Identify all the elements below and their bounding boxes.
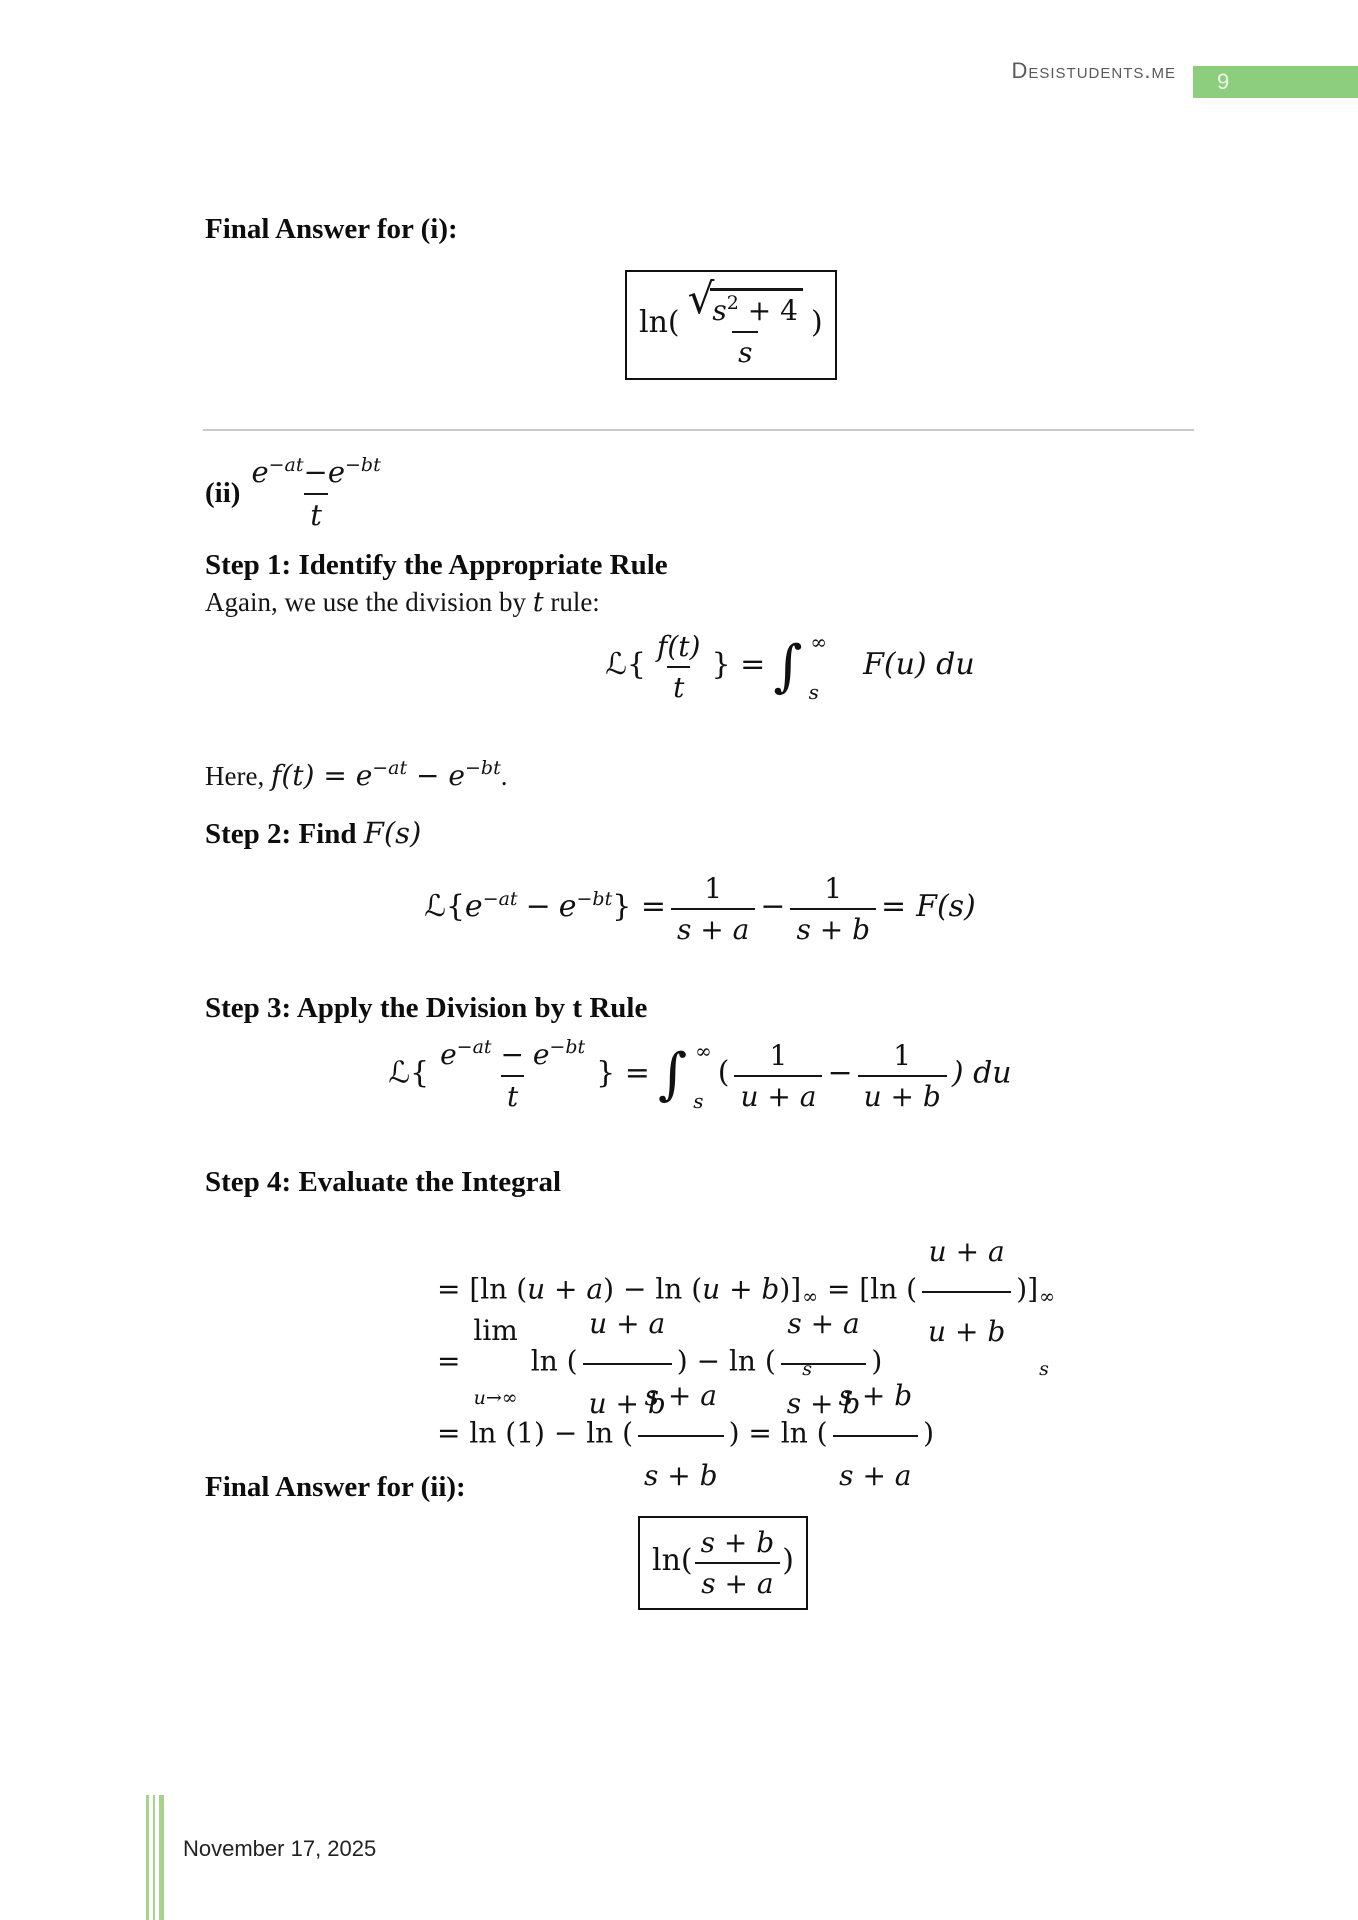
math-token: e	[327, 455, 345, 489]
footer-accent-line	[146, 1795, 149, 1920]
math-exponent: −bt	[344, 454, 381, 476]
math-token: =	[437, 1416, 470, 1450]
laplace-operator: ℒ{	[605, 646, 646, 682]
fraction-denominator: s + a	[671, 908, 755, 946]
math-token: ) du	[951, 1055, 1012, 1091]
math-token: =	[881, 888, 907, 924]
math-token: f(t) = e	[270, 759, 373, 792]
fraction	[638, 1360, 724, 1512]
fraction-denominator: t	[501, 1075, 524, 1113]
math-token: F(s)	[916, 888, 976, 924]
equation-line-3	[437, 1360, 1055, 1492]
fraction-numerator: s + a	[787, 1307, 860, 1340]
math-token: F(u) du	[863, 646, 975, 682]
heading-step-1: Step 1: Identify the Appropriate Rule	[205, 549, 668, 581]
heading-final-answer-i: Final Answer for (i):	[205, 213, 458, 245]
boxed-answer-i	[625, 270, 837, 380]
math-exponent: −bt	[576, 887, 613, 910]
fraction-denominator: s + b	[781, 1363, 867, 1440]
section-divider	[203, 429, 1194, 431]
eval-limits	[1039, 1261, 1055, 1380]
limit-lower: s	[808, 680, 819, 704]
math-exponent: −at	[268, 454, 304, 476]
limit-upper: ∞	[1039, 1286, 1055, 1308]
math-token: e	[440, 1038, 457, 1071]
page-number-badge	[1193, 66, 1358, 98]
formula-apply-rule	[205, 1038, 1195, 1113]
math-token: −	[303, 455, 328, 489]
math-exponent: −at	[482, 887, 518, 910]
math-token: )	[871, 1344, 883, 1378]
math-token: e	[558, 888, 577, 924]
here-line	[205, 758, 507, 794]
math-token: ln (	[780, 1416, 828, 1450]
limit-lower: s	[693, 1088, 704, 1113]
laplace-operator: ℒ{	[388, 1055, 430, 1091]
fraction	[671, 872, 755, 946]
math-token: ln (	[870, 1272, 918, 1306]
math-token: ln	[655, 1272, 692, 1306]
limit-upper: ∞	[810, 630, 828, 654]
math-exponent: 2	[726, 292, 739, 314]
math-token: e	[464, 888, 483, 924]
fraction	[651, 630, 706, 704]
evaluation-lines	[437, 1216, 1055, 1492]
heading-final-answer-ii: Final Answer for (ii):	[205, 1471, 466, 1503]
text: .	[500, 761, 508, 791]
math-token: ln (1) − ln (	[469, 1416, 633, 1450]
fraction-numerator: u + a	[928, 1235, 1005, 1268]
fraction	[695, 1526, 781, 1600]
radical	[687, 274, 803, 328]
limit-lower: s	[802, 1358, 812, 1380]
fraction-numerator: s + a	[644, 1379, 717, 1412]
fraction	[245, 455, 386, 532]
math-token: s	[712, 294, 727, 327]
math-token: + 4	[738, 294, 798, 327]
fraction-denominator: u + b	[922, 1291, 1011, 1368]
lim-word: lim	[473, 1313, 518, 1347]
fraction-numerator: s + b	[700, 1526, 775, 1559]
integral-sign: ∫	[657, 1042, 688, 1108]
footer-date: November 17, 2025	[183, 1836, 377, 1861]
fraction-denominator: s + a	[695, 1562, 779, 1600]
math-token: u + b	[702, 1272, 780, 1306]
fraction-numerator: 1	[704, 872, 723, 905]
text: rule:	[543, 587, 600, 617]
math-token: ) −	[676, 1344, 729, 1378]
math-token: e	[448, 759, 465, 792]
text: Again, we use the division by	[205, 587, 533, 617]
integral-sign: ∫	[773, 633, 803, 699]
math-token: = [	[437, 1272, 481, 1306]
fraction-numerator: s + b	[838, 1379, 913, 1412]
math-token: } =	[612, 888, 666, 924]
fraction-denominator: s + b	[638, 1435, 724, 1512]
math-token: )	[782, 1542, 794, 1578]
math-token: ) =	[728, 1416, 781, 1450]
fraction-numerator: 1	[824, 872, 843, 905]
fraction-denominator: t	[304, 493, 328, 532]
math-exponent: −bt	[549, 1036, 586, 1058]
math-token: F(s)	[363, 816, 422, 850]
heading-text: Step 2: Find	[205, 818, 364, 850]
fraction	[434, 1038, 591, 1113]
boxed-answer-ii	[638, 1516, 808, 1610]
math-token: −	[827, 1055, 853, 1091]
fraction-denominator: u + a	[734, 1075, 822, 1113]
fraction-numerator: f(t)	[657, 630, 701, 663]
fraction-denominator: s + b	[790, 908, 876, 946]
fraction-denominator: u + b	[858, 1075, 947, 1113]
math-token: } =	[711, 646, 766, 682]
page-number: 9	[1217, 69, 1230, 94]
lim-subscript: u→∞	[473, 1386, 518, 1409]
limit-lower: s	[1039, 1358, 1049, 1380]
math-token: (	[717, 1055, 730, 1091]
math-token: )	[810, 304, 823, 340]
footer-accent-line	[159, 1795, 164, 1920]
fraction	[682, 274, 809, 370]
step1-body	[205, 585, 600, 620]
heading-step-4: Step 4: Evaluate the Integral	[205, 1166, 562, 1198]
math-token: u + a	[527, 1272, 604, 1306]
math-exponent: −at	[456, 1036, 492, 1058]
math-exponent: −at	[372, 757, 408, 779]
formula-find-fs	[205, 872, 1195, 946]
math-token: −	[491, 1038, 533, 1071]
math-token: } =	[596, 1055, 650, 1091]
math-token: ln	[480, 1272, 517, 1306]
math-exponent: −bt	[465, 757, 501, 779]
fraction-numerator	[245, 455, 386, 493]
part-ii-label-row	[205, 455, 392, 532]
fraction-denominator: t	[667, 666, 690, 704]
radicand	[710, 288, 803, 328]
math-token: −	[407, 759, 449, 792]
math-token: (	[516, 1272, 528, 1306]
fraction-denominator	[732, 331, 758, 370]
integral-limits	[687, 1039, 712, 1113]
laplace-operator: ℒ{	[424, 888, 465, 924]
fraction-numerator: u + a	[589, 1307, 666, 1340]
fraction	[833, 1360, 919, 1512]
math-token: ln (	[521, 1344, 578, 1378]
math-token: e	[532, 1038, 550, 1071]
math-token: s	[738, 336, 753, 369]
formula-division-rule	[205, 630, 1285, 704]
math-token: )]	[1016, 1272, 1039, 1306]
math-token: ) −	[603, 1272, 656, 1306]
math-token: =	[437, 1344, 470, 1378]
math-token: (	[691, 1272, 703, 1306]
fraction	[790, 872, 876, 946]
limit-upper: ∞	[802, 1286, 819, 1308]
integral-limits	[802, 630, 827, 704]
math-token: = [	[818, 1272, 871, 1306]
math-token: e	[251, 455, 269, 489]
fraction-numerator	[682, 274, 809, 331]
fraction-numerator	[434, 1038, 591, 1075]
footer-accent-line	[153, 1795, 156, 1920]
math-token: ln(	[639, 304, 680, 340]
math-token: t	[532, 587, 544, 618]
radical-sign: √	[687, 274, 715, 323]
limit-upper: ∞	[695, 1038, 712, 1063]
text: Here,	[205, 761, 271, 791]
footer-accent-lines	[146, 1795, 164, 1920]
fraction-numerator: 1	[769, 1038, 788, 1072]
heading-step-3: Step 3: Apply the Division by t Rule	[205, 992, 648, 1024]
site-name: Desistudents.me	[1011, 58, 1176, 83]
math-token: −	[760, 888, 786, 924]
math-token: ln(	[652, 1542, 693, 1578]
fraction	[734, 1039, 822, 1113]
math-token: )]	[779, 1272, 802, 1306]
math-token: ln (	[728, 1344, 776, 1378]
fraction-denominator: s + a	[833, 1435, 917, 1512]
fraction-denominator: u + b	[583, 1363, 672, 1440]
math-token: )	[923, 1416, 935, 1450]
fraction	[858, 1039, 947, 1113]
part-ii-label: (ii)	[205, 477, 241, 510]
fraction	[922, 1216, 1011, 1368]
heading-step-2	[205, 816, 421, 852]
math-token: −	[525, 888, 551, 924]
fraction-numerator: 1	[893, 1038, 912, 1072]
